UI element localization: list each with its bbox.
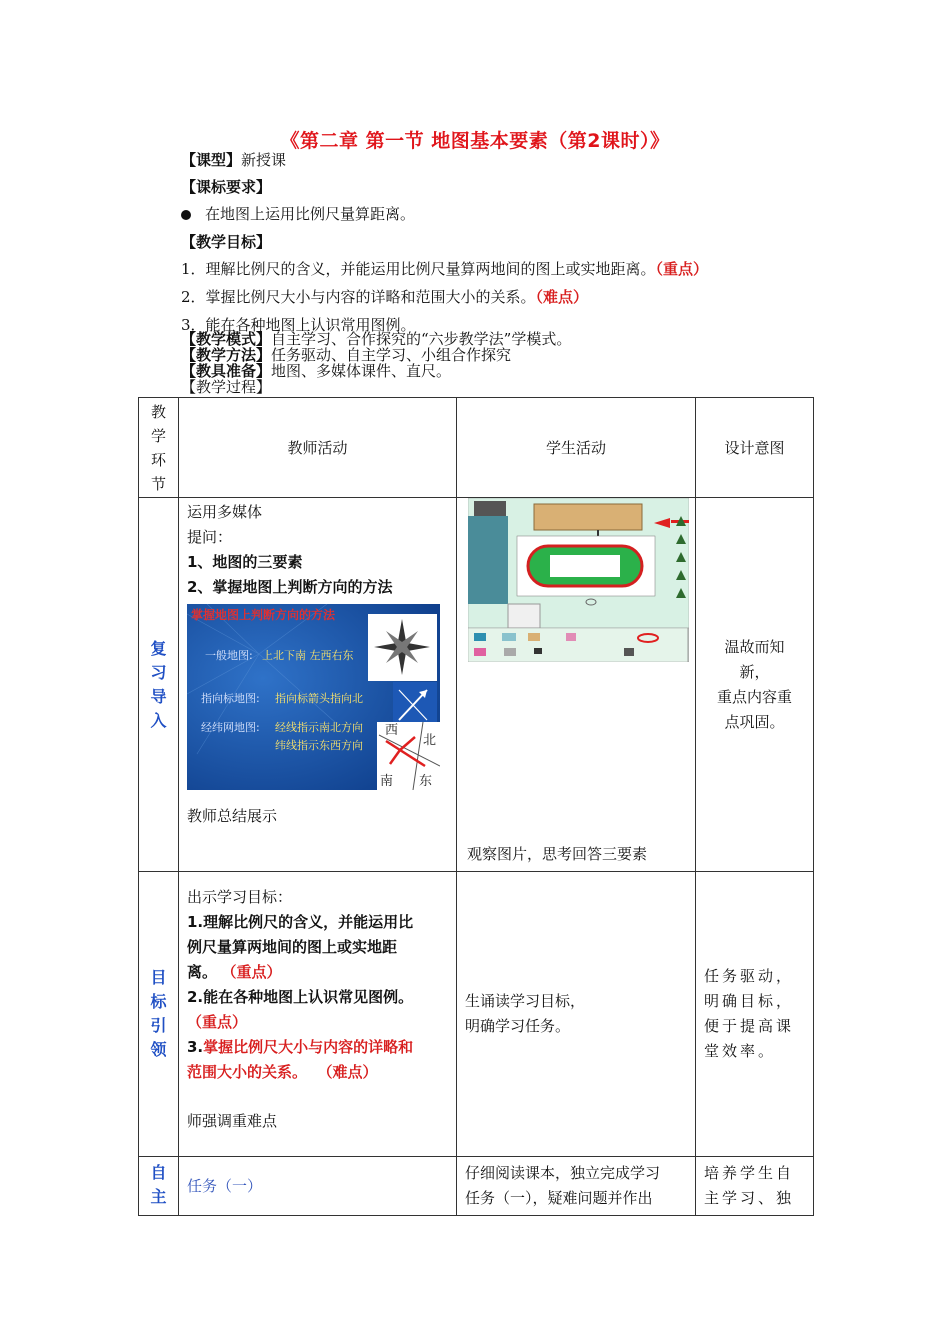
- course-type: 【课型】新授课: [181, 151, 287, 169]
- intent-3: 培养学生自 主学习、独: [696, 1157, 814, 1216]
- stage-review: 复习导入: [139, 498, 179, 872]
- slide-line1-value: 上北下南 左西右东: [262, 649, 354, 662]
- slide-line2-value: 指向标箭头指向北: [275, 692, 363, 705]
- direction-slide-image: [187, 604, 440, 790]
- dir-west: 西: [385, 723, 399, 738]
- slide-line3-value1: 经线指示南北方向: [275, 721, 363, 734]
- goal-1: 1．理解比例尺的含义，并能运用比例尺量算两地间的图上或实地距离。（重点）: [181, 260, 709, 278]
- student-activity-3: 仔细阅读课本，独立完成学习 任务（一），疑难问题并作出: [457, 1157, 696, 1216]
- teacher-activity-3: 任务（一）: [179, 1157, 457, 1216]
- table-row: [139, 872, 814, 1157]
- intent-1: 温故而知 新， 重点内容重 点巩固。: [696, 498, 814, 872]
- goals-heading: 【教学目标】: [181, 233, 272, 251]
- goal-2: 2．掌握比例尺大小与内容的详略和范围大小的关系。（难点）: [181, 288, 589, 306]
- slide-line2-label: 指向标地图:: [201, 692, 260, 705]
- table-row: [139, 498, 814, 872]
- bullet-icon: [181, 210, 191, 220]
- standard-item: 在地图上运用比例尺量算距离。: [181, 203, 415, 224]
- dir-north: 北: [423, 733, 437, 748]
- process-table: [138, 397, 814, 1216]
- slide-title: 掌握地图上判断方向的方法: [191, 608, 336, 622]
- school-map-image: [468, 498, 689, 662]
- slide-line1-label: 一般地图:: [205, 649, 253, 662]
- student-activity-1: [457, 498, 696, 872]
- page-title: 《第二章 第一节 地图基本要素（第2课时）》: [280, 130, 670, 152]
- dir-east: 东: [419, 774, 433, 789]
- stage-goal: 目标引领: [139, 872, 179, 1157]
- table-header-row: [139, 398, 814, 498]
- student-activity-2: 生诵读学习目标， 明确学习任务。: [457, 872, 696, 1157]
- standard-heading: 【课标要求】: [181, 178, 272, 196]
- header-student: 学生活动: [457, 398, 696, 498]
- table-row: [139, 1157, 814, 1216]
- teacher-summary: 教师总结展示: [187, 807, 278, 825]
- header-teacher: 教师活动: [179, 398, 457, 498]
- header-stage: 教学环节: [139, 398, 179, 498]
- stage-self: 自主: [139, 1157, 179, 1216]
- dir-south: 南: [380, 774, 394, 789]
- teacher-activity-2: 出示学习目标： 1.理解比例尺的含义，并能运用比 例尺量算两地间的图上或实地距 离。 （重点） 2.能在各种地图上认识常见图例。 （重点） 3.掌握比例尺大小与内容的详略和 范围大小的关系。 （难点） 师强调重难点: [179, 872, 457, 1157]
- student-observe: 观察图片，思考回答三要素: [467, 845, 648, 863]
- header-intent: 设计意图: [696, 398, 814, 498]
- slide-line3-label: 经纬网地图:: [201, 721, 260, 734]
- goal-3: 3．能在各种地图上认识常用图例。: [181, 316, 416, 334]
- process-heading: 【教学过程】: [181, 378, 272, 396]
- teaching-tools: 【教具准备】地图、多媒体课件、直尺。: [181, 362, 452, 380]
- intent-2: 任务驱动， 明确目标， 便于提高课 堂效率。: [696, 872, 814, 1157]
- teaching-mode: 【教学模式】自主学习、合作探究的“六步教学法”学模式。: [181, 330, 572, 348]
- teaching-method: 【教学方法】任务驱动、自主学习、小组合作探究: [181, 346, 512, 364]
- teacher-activity-1: 运用多媒体 提问： 1、地图的三要素 2、掌握地图上判断方向的方法 掌握地图上判断方向的方法 一般地图: 上北下南 左西右东 指向标地图: 指向标箭头指向北 西 北 南 东 经纬网地图: 经线指示南北方向 纬线指示东西方向 教师总结展示: [179, 498, 457, 872]
- slide-line3-value2: 纬线指示东西方向: [275, 739, 363, 752]
